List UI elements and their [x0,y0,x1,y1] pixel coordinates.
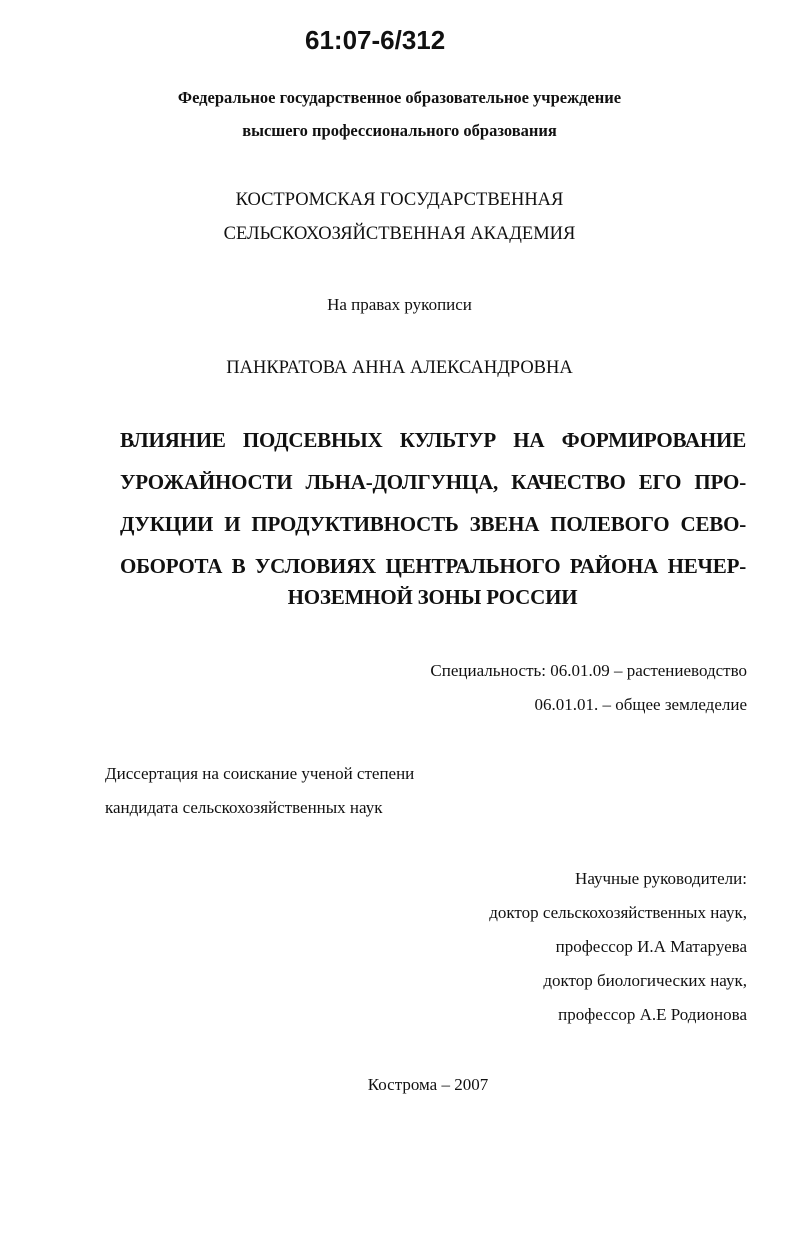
title-line: ОБОРОТА В УСЛОВИЯХ ЦЕНТРАЛЬНОГО РАЙОНА НЕЧЕР- [120,554,746,578]
title-line: ДУКЦИИ И ПРОДУКТИВНОСТЬ ЗВЕНА ПОЛЕВОГО СЕВО- [120,512,746,536]
degree-line-1: Диссертация на соискание ученой степени [105,764,415,783]
specialty-line-2: 06.01.01. – общее земледелие [534,695,747,714]
supervisor-line: доктор сельскохозяйственных наук, [489,903,747,922]
supervisors-heading: Научные руководители: [575,869,747,888]
specialty-line-1: Специальность: 06.01.09 – растениеводство [430,661,747,680]
academy-line-2: СЕЛЬСКОХОЗЯЙСТВЕННАЯ АКАДЕМИЯ [223,224,576,244]
supervisor-line: профессор А.Е Родионова [558,1005,747,1024]
author-name: ПАНКРАТОВА АННА АЛЕКСАНДРОВНА [226,358,573,378]
title-line: ВЛИЯНИЕ ПОДСЕВНЫХ КУЛЬТУР НА ФОРМИРОВАНИЕ [120,428,746,452]
academy-line-1: КОСТРОМСКАЯ ГОСУДАРСТВЕННАЯ [235,190,564,210]
supervisor-line: профессор И.А Матаруева [555,937,747,956]
title-line: НОЗЕМНОЙ ЗОНЫ РОССИИ [287,585,578,609]
title-line: УРОЖАЙНОСТИ ЛЬНА-ДОЛГУНЦА, КАЧЕСТВО ЕГО ПРО- [120,470,746,494]
degree-line-2: кандидата сельскохозяйственных наук [105,798,383,817]
supervisor-line: доктор биологических наук, [543,971,747,990]
catalog-code: 61:07-6/312 [305,25,446,55]
manuscript-note: На правах рукописи [327,295,472,314]
institution-line-2: высшего профессионального образования [242,121,557,140]
place-year: Кострома – 2007 [367,1075,489,1094]
institution-line-1: Федеральное государственное образовательное учреждение [177,88,622,107]
